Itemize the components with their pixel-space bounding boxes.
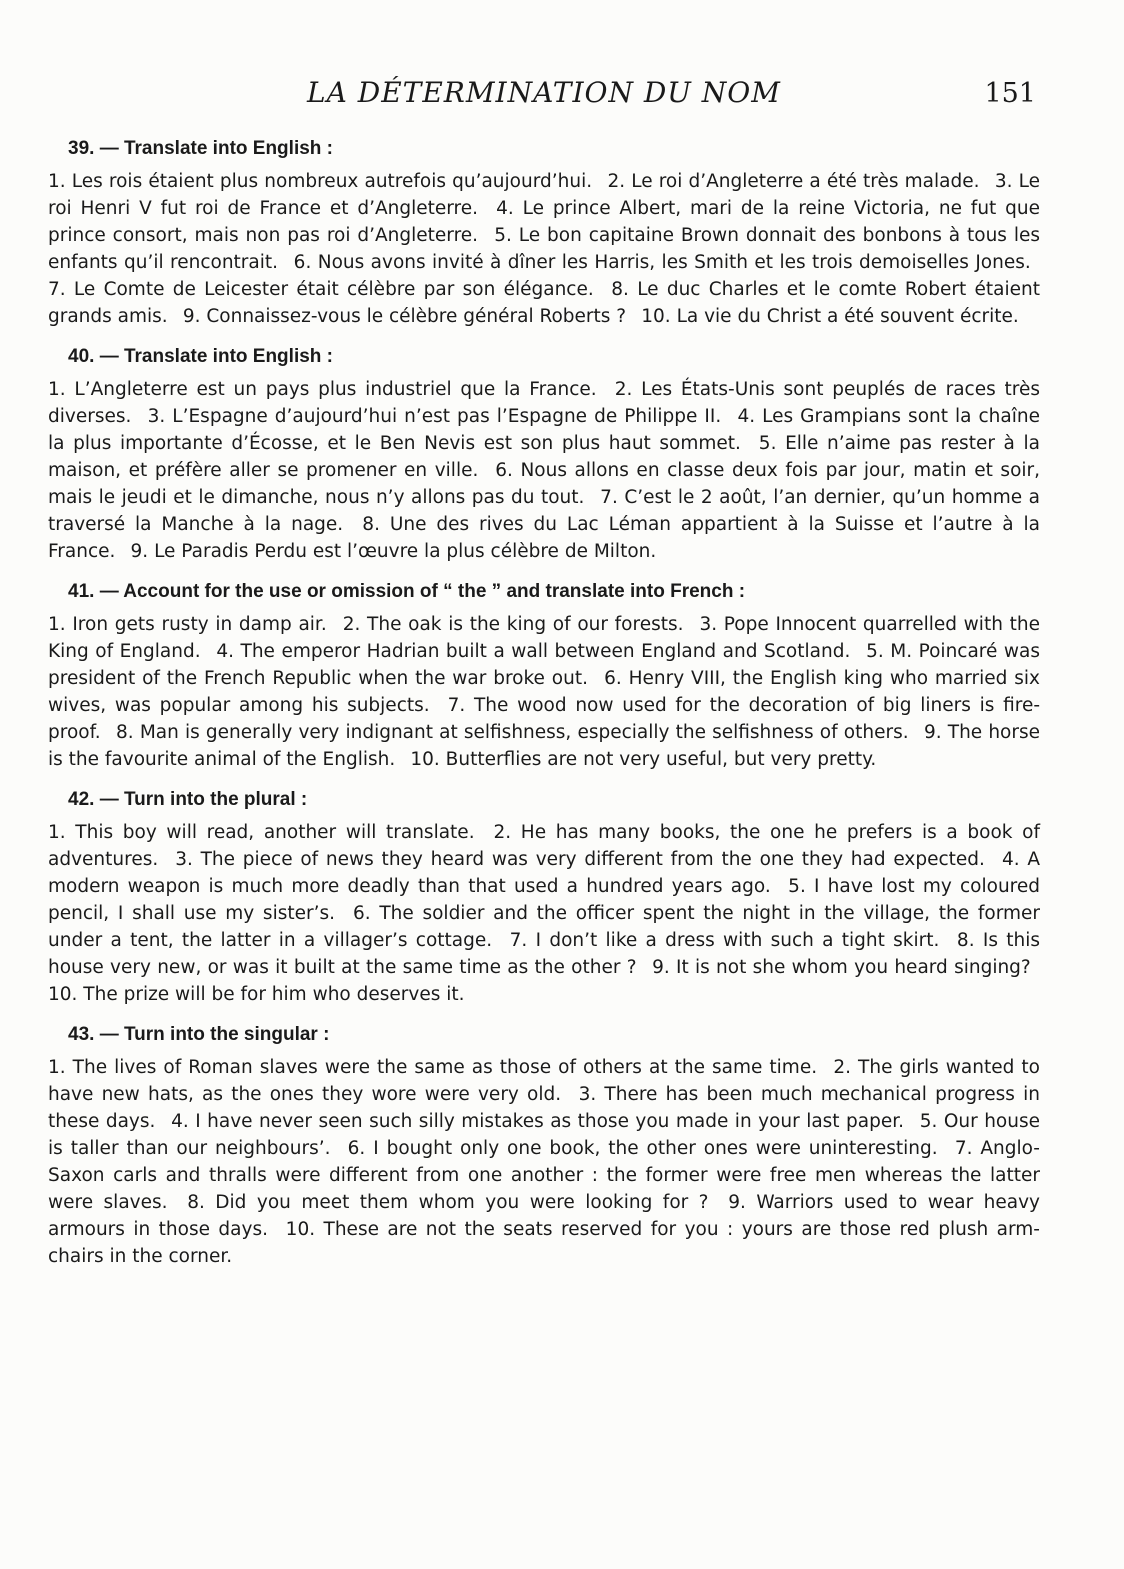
exercise-item: 1. The lives of Roman slaves were the same as those of others at the same time. <box>48 1057 834 1078</box>
exercise-item: 6. I bought only one book, the other ones were uninteresting. <box>347 1138 955 1159</box>
exercise-item: 1. L’Angleterre est un pays plus industriel que la France. <box>48 379 615 400</box>
exercise-item: 7. I don’t like a dress with such a tight skirt. <box>509 930 957 951</box>
exercise-item: 5. Our house is taller than our neighbours’. <box>48 1111 1040 1159</box>
exercise-item: 2. Les États-Unis sont peuplés de races très diverses. <box>48 379 1040 427</box>
exercise-item: 7. Le Comte de Leicester était célèbre par son élégance. <box>48 279 612 300</box>
page-number: 151 <box>984 78 1036 109</box>
exercise-body <box>48 819 1040 1008</box>
exercise-item: 10. The prize will be for him who deserves it. <box>48 984 465 1005</box>
running-head <box>48 72 1040 122</box>
exercise-item: 4. A modern weapon is much more deadly than that used a hundred years ago. <box>48 849 1040 897</box>
exercise-item: 8. Did you meet them whom you were looking for ? <box>187 1192 729 1213</box>
running-title: LA DÉTERMINATION DU NOM <box>307 76 781 109</box>
exercise-item: 1. Iron gets rusty in damp air. <box>48 614 343 635</box>
exercise-item: 1. This boy will read, another will translate. <box>48 822 494 843</box>
exercise-body <box>48 376 1040 565</box>
exercise-item: 5. Le bon capitaine Brown donnait des bonbons à tous les enfants qu’il rencontrait. <box>48 225 1040 273</box>
exercise-item: 9. Warriors used to wear heavy armours in those days. <box>48 1192 1040 1240</box>
exercise-item: 3. Pope Innocent quarrelled with the King of England. <box>48 614 1040 662</box>
exercise-item: 8. Man is generally very indignant at selfishness, especially the selfishness of others. <box>116 722 924 743</box>
exercise-item: 2. Le roi d’Angleterre a été très malade. <box>607 171 995 192</box>
exercise-item: 3. There has been much mechanical progress in these days. <box>48 1084 1041 1132</box>
exercise-heading: 39. — Translate into English : <box>68 138 333 159</box>
exercise-item: 10. La vie du Christ a été souvent écrite. <box>641 306 1019 327</box>
exercise-item: 10. These are not the seats reserved for you : yours are those red plush arm-chairs in the corner. <box>48 1219 1040 1267</box>
exercise-item: 4. Les Grampians sont la chaîne la plus importante d’Écosse, et le Ben Nevis est son plus haut sommet. <box>48 406 1040 454</box>
exercise-item: 3. L’Espagne d’aujourd’hui n’est pas l’Espagne de Philippe II. <box>147 406 738 427</box>
exercise-item: 2. The girls wanted to have new hats, as the ones they wore were very old. <box>48 1057 1040 1105</box>
exercise-item: 9. Connaissez-vous le célèbre général Roberts ? <box>182 306 642 327</box>
exercise-item: 7. The wood now used for the decoration of big liners is fire-proof. <box>48 695 1040 743</box>
exercise-41 <box>48 581 1040 773</box>
exercise-item: 9. It is not she whom you heard singing? <box>652 957 1040 978</box>
exercise-item: 5. M. Poincaré was president of the French Republic when the war broke out. <box>48 641 1041 689</box>
exercise-body <box>48 168 1040 330</box>
exercise-item: 5. I have lost my coloured pencil, I shall use my sister’s. <box>48 876 1040 924</box>
exercise-item: 8. Le duc Charles et le comte Robert étaient grands amis. <box>48 279 1040 327</box>
exercise-heading: 40. — Translate into English : <box>68 346 333 367</box>
exercise-heading: 43. — Turn into the singular : <box>68 1024 330 1045</box>
exercise-item: 10. Butterflies are not very useful, but very pretty. <box>410 749 877 770</box>
exercise-item: 2. He has many books, the one he prefers is a book of adventures. <box>48 822 1040 870</box>
exercise-item: 6. The soldier and the officer spent the night in the village, the former under a tent, the latter in a villager’s cottage. <box>48 903 1040 951</box>
exercise-item: 2. The oak is the king of our forests. <box>342 614 700 635</box>
exercise-item: 7. Anglo-Saxon carls and thralls were different from one another : the former were free men whereas the latter were slaves. <box>48 1138 1040 1213</box>
exercise-heading: 41. — Account for the use or omission of “ the ” and translate into French : <box>68 581 746 602</box>
exercise-body <box>48 1054 1040 1270</box>
exercise-item: 1. Les rois étaient plus nombreux autrefois qu’aujourd’hui. <box>48 171 608 192</box>
exercise-item: 4. Le prince Albert, mari de la reine Victoria, ne fut que prince consort, mais non pas roi d’Angleterre. <box>48 198 1040 246</box>
exercise-item: 9. The horse is the favourite animal of the English. <box>48 722 1040 770</box>
exercise-item: 9. Le Paradis Perdu est l’œuvre la plus célèbre de Milton. <box>130 541 657 562</box>
book-page <box>48 72 1040 1270</box>
exercise-item: 4. I have never seen such silly mistakes as those you made in your last paper. <box>171 1111 920 1132</box>
exercise-item: 6. Nous allons en classe deux fois par jour, matin et soir, mais le jeudi et le dimanche, nous n’y allons pas du tout. <box>48 460 1041 508</box>
exercise-item: 6. Henry VIII, the English king who married six wives, was popular among his subjects. <box>48 668 1040 716</box>
exercise-40 <box>48 346 1040 565</box>
exercise-item: 6. Nous avons invité à dîner les Harris, les Smith et les trois demoiselles Jones. <box>293 252 1040 273</box>
exercise-item: 3. The piece of news they heard was very different from the one they had expected. <box>175 849 1002 870</box>
exercise-43 <box>48 1024 1040 1270</box>
exercise-item: 8. Is this house very new, or was it built at the same time as the other ? <box>48 930 1040 978</box>
exercise-item: 7. C’est le 2 août, l’an dernier, qu’un homme a traversé la Manche à la nage. <box>48 487 1041 535</box>
exercise-item: 8. Une des rives du Lac Léman appartient à la Suisse et l’autre à la France. <box>48 514 1040 562</box>
exercise-item: 4. The emperor Hadrian built a wall between England and Scotland. <box>216 641 867 662</box>
exercise-42 <box>48 789 1040 1008</box>
exercise-39 <box>48 138 1040 330</box>
exercise-item: 3. Le roi Henri V fut roi de France et d’Angleterre. <box>48 171 1040 219</box>
exercise-heading: 42. — Turn into the plural : <box>68 789 308 810</box>
exercise-item: 5. Elle n’aime pas rester à la maison, et préfère aller se promener en ville. <box>48 433 1040 481</box>
exercise-body <box>48 611 1040 773</box>
